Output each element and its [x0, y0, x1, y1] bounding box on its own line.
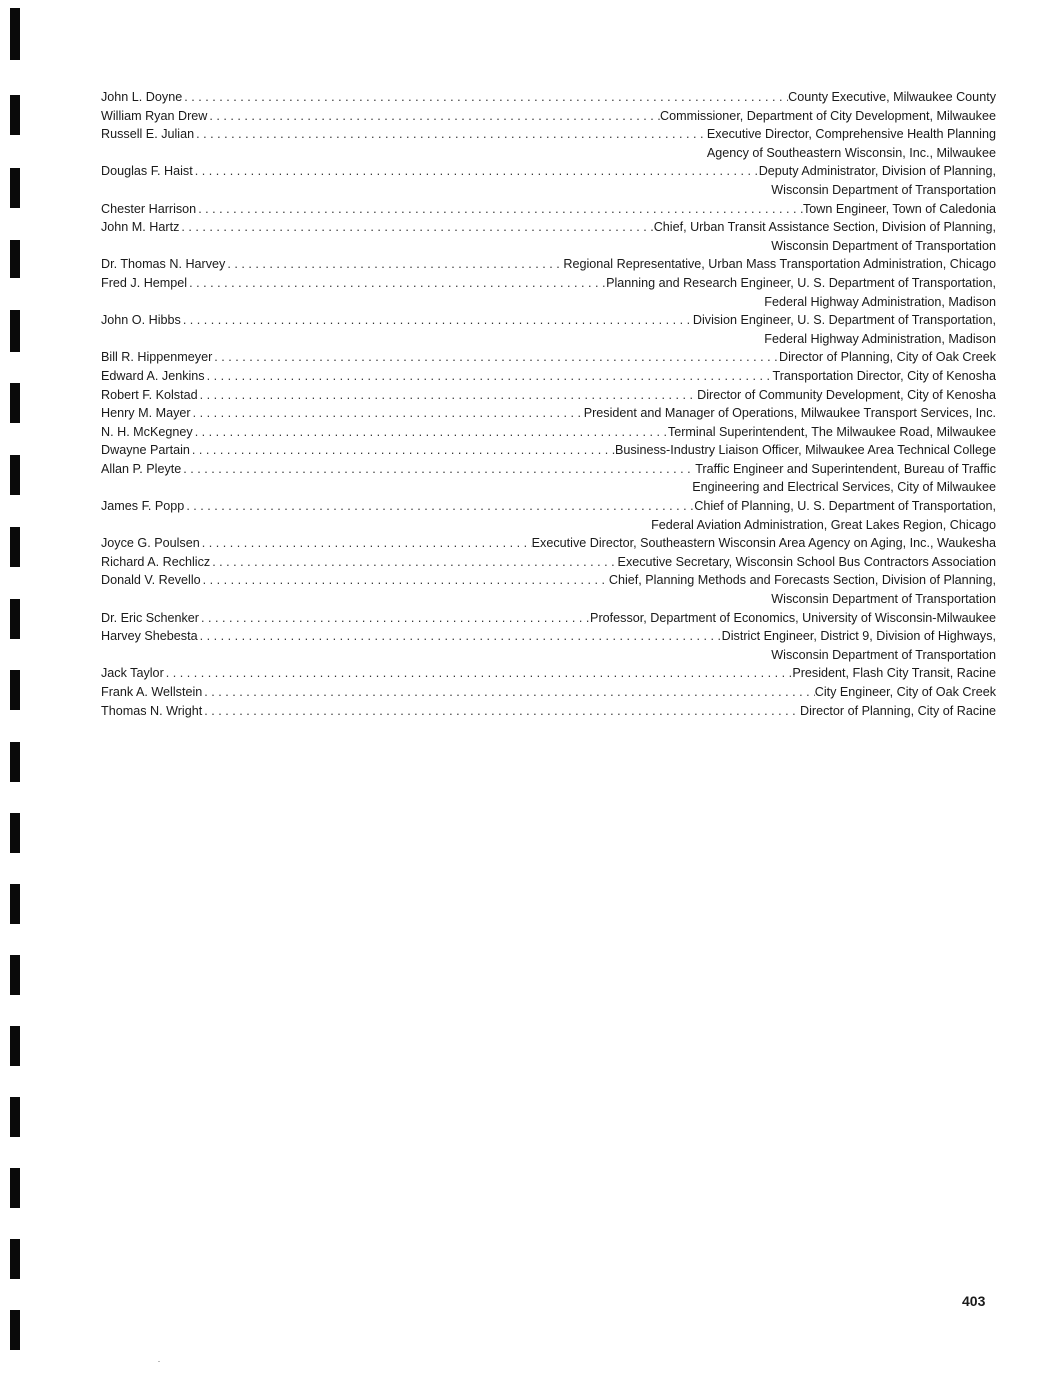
roster-row: [101, 497, 996, 516]
binding-mark: [10, 527, 20, 567]
dot-leader: [196, 200, 803, 219]
roster-entry: [101, 386, 996, 405]
dot-leader: [184, 497, 694, 516]
roster-entry: [101, 441, 996, 460]
member-title: Division Engineer, U. S. Department of Transportation,: [692, 313, 996, 328]
member-name: Frank A. Wellstein: [101, 685, 203, 699]
member-name: John M. Hartz: [101, 220, 180, 235]
member-title: Executive Secretary, Wisconsin School Bus Contractors Association: [617, 554, 996, 569]
dot-leader: [202, 702, 800, 721]
dot-leader: [205, 367, 773, 386]
dot-leader: [181, 311, 693, 330]
member-name: James F. Popp: [101, 499, 185, 514]
dot-leader: [202, 683, 814, 702]
roster-entry: [101, 571, 996, 608]
roster-entry: [101, 609, 996, 628]
dot-leader: [225, 255, 563, 274]
roster-entry: [101, 404, 996, 423]
dot-leader: [198, 386, 698, 405]
binding-mark: [10, 955, 20, 995]
member-title: Chief, Urban Transit Assistance Section, Division of Planning,: [653, 220, 996, 235]
roster-entry: [101, 367, 996, 386]
roster-row: [101, 627, 996, 646]
member-name: Donald V. Revello: [101, 573, 201, 588]
member-name: Richard A. Rechlicz: [101, 554, 211, 569]
member-name: Dr. Thomas N. Harvey: [101, 257, 226, 272]
roster-row: [101, 441, 996, 460]
dot-leader: [179, 218, 653, 237]
binding-mark: [10, 884, 20, 924]
roster-entry: [101, 534, 996, 553]
member-title: President and Manager of Operations, Milwaukee Transport Services, Inc.: [583, 406, 996, 421]
dot-leader: [191, 404, 584, 423]
binding-mark: [10, 1239, 20, 1279]
roster-row: [101, 348, 996, 367]
roster-entry: [101, 664, 996, 683]
member-title: Chief, Planning Methods and Forecasts Section, Division of Planning,: [608, 573, 996, 588]
member-title: District Engineer, District 9, Division of Highways,: [721, 629, 996, 644]
member-title: Chief of Planning, U. S. Department of Transportation,: [694, 499, 996, 514]
member-title: Regional Representative, Urban Mass Transportation Administration, Chicago: [563, 257, 996, 272]
member-title-continuation: Federal Aviation Administration, Great Lakes Region, Chicago: [651, 517, 996, 532]
roster-row: [101, 702, 996, 721]
roster-row: [101, 107, 996, 126]
roster-row: [101, 88, 996, 107]
member-title: Deputy Administrator, Division of Planning,: [758, 164, 996, 179]
member-name: Chester Harrison: [101, 201, 197, 216]
roster-row: [101, 162, 996, 181]
member-title: Director of Community Development, City of Kenosha: [697, 387, 996, 402]
dot-leader: [210, 553, 617, 572]
roster-row: [101, 218, 996, 237]
member-name: Bill R. Hippenmeyer: [101, 350, 213, 365]
member-title-continuation: Engineering and Electrical Services, City of Milwaukee: [692, 480, 996, 495]
member-name: Thomas N. Wright: [101, 703, 203, 718]
member-title: County Executive, Milwaukee County: [788, 90, 996, 104]
member-title: President, Flash City Transit, Racine: [792, 666, 996, 681]
member-name: William Ryan Drew: [101, 108, 208, 123]
roster-row: [101, 423, 996, 442]
committee-roster: [101, 88, 996, 720]
member-title-continuation: Wisconsin Department of Transportation: [771, 647, 996, 662]
member-title-continuation: Wisconsin Department of Transportation: [771, 238, 996, 253]
member-title-continuation: Agency of Southeastern Wisconsin, Inc., Milwaukee: [706, 145, 996, 160]
roster-entry: [101, 683, 996, 702]
roster-entry: [101, 311, 996, 348]
binding-mark: [10, 95, 20, 135]
binding-mark: [10, 383, 20, 423]
roster-entry: [101, 702, 996, 721]
member-title: Professor, Department of Economics, University of Wisconsin-Milwaukee: [590, 610, 996, 625]
roster-entry: [101, 460, 996, 497]
binding-mark: [10, 599, 20, 639]
roster-entry: [101, 553, 996, 572]
roster-row: [101, 460, 996, 479]
dot-leader: [212, 348, 779, 367]
roster-row: [101, 200, 996, 219]
member-name: John L. Doyne: [101, 90, 183, 104]
member-title: Terminal Superintendent, The Milwaukee Road, Milwaukee: [667, 424, 996, 439]
binding-marks: [0, 0, 30, 1379]
member-name: Harvey Shebesta: [101, 629, 198, 644]
member-title: Director of Planning, City of Racine: [800, 703, 996, 718]
member-name: N. H. McKegney: [101, 424, 193, 439]
roster-row: [101, 553, 996, 572]
member-name: Douglas F. Haist: [101, 164, 193, 179]
roster-row: [101, 367, 996, 386]
member-title: Commissioner, Department of City Development, Milwaukee: [660, 108, 996, 123]
member-title-continuation: Wisconsin Department of Transportation: [771, 182, 996, 197]
member-title: Transportation Director, City of Kenosha: [772, 368, 996, 383]
dot-leader: [199, 609, 590, 628]
roster-entry: [101, 348, 996, 367]
binding-mark: [10, 1168, 20, 1208]
member-name: Russell E. Julian: [101, 127, 195, 142]
roster-row: [101, 404, 996, 423]
binding-mark: [10, 1310, 20, 1350]
binding-mark: [10, 168, 20, 208]
dot-leader: [190, 441, 615, 460]
binding-mark: [10, 310, 20, 352]
roster-row: [101, 664, 996, 683]
binding-mark: [10, 670, 20, 710]
roster-entry: [101, 218, 996, 255]
member-title: Director of Planning, City of Oak Creek: [779, 350, 996, 365]
member-name: Jack Taylor: [101, 666, 164, 681]
member-title: Business-Industry Liaison Officer, Milwaukee Area Technical College: [614, 443, 996, 458]
binding-mark: [10, 1097, 20, 1137]
member-title: City Engineer, City of Oak Creek: [814, 685, 996, 699]
member-name: Allan P. Pleyte: [101, 461, 182, 476]
member-title: Traffic Engineer and Superintendent, Bureau of Traffic: [695, 461, 996, 476]
member-name: Dwayne Partain: [101, 443, 190, 458]
member-title: Planning and Research Engineer, U. S. Department of Transportation,: [606, 275, 996, 290]
dot-leader: [193, 162, 759, 181]
member-name: Edward A. Jenkins: [101, 368, 205, 383]
scan-speck: [158, 1361, 160, 1362]
roster-entry: [101, 107, 996, 126]
member-title-continuation: Federal Highway Administration, Madison: [764, 294, 996, 309]
dot-leader: [198, 627, 722, 646]
roster-entry: [101, 274, 996, 311]
dot-leader: [194, 125, 707, 144]
dot-leader: [164, 664, 793, 683]
dot-leader: [200, 534, 532, 553]
dot-leader: [201, 571, 609, 590]
roster-row: [101, 255, 996, 274]
roster-row: [101, 609, 996, 628]
roster-row: [101, 534, 996, 553]
member-name: Fred J. Hempel: [101, 275, 188, 290]
member-name: Henry M. Mayer: [101, 406, 191, 421]
member-title-continuation: Federal Highway Administration, Madison: [764, 331, 996, 346]
roster-row: [101, 571, 996, 590]
roster-entry: [101, 88, 996, 107]
roster-row: [101, 386, 996, 405]
page-number: 403: [962, 1293, 986, 1309]
member-title: Executive Director, Comprehensive Health Planning: [706, 127, 996, 142]
roster-entry: [101, 125, 996, 162]
member-name: John O. Hibbs: [101, 313, 181, 328]
roster-row: [101, 125, 996, 144]
binding-mark: [10, 742, 20, 782]
member-name: Joyce G. Poulsen: [101, 536, 200, 551]
binding-mark: [10, 1026, 20, 1066]
dot-leader: [207, 107, 660, 126]
dot-leader: [193, 423, 668, 442]
roster-entry: [101, 497, 996, 534]
roster-row: [101, 311, 996, 330]
dot-leader: [182, 88, 788, 107]
member-title: Executive Director, Southeastern Wisconsin Area Agency on Aging, Inc., Waukesha: [531, 536, 996, 551]
roster-entry: [101, 627, 996, 664]
roster-row: [101, 274, 996, 293]
binding-mark: [10, 8, 20, 60]
roster-row: [101, 683, 996, 702]
binding-mark: [10, 240, 20, 278]
member-name: Robert F. Kolstad: [101, 387, 198, 402]
binding-mark: [10, 813, 20, 853]
binding-mark: [10, 455, 20, 495]
dot-leader: [181, 460, 695, 479]
dot-leader: [187, 274, 606, 293]
member-title: Town Engineer, Town of Caledonia: [803, 201, 996, 216]
member-title-continuation: Wisconsin Department of Transportation: [771, 592, 996, 607]
member-name: Dr. Eric Schenker: [101, 610, 199, 625]
roster-entry: [101, 423, 996, 442]
roster-entry: [101, 162, 996, 199]
roster-entry: [101, 255, 996, 274]
roster-entry: [101, 200, 996, 219]
